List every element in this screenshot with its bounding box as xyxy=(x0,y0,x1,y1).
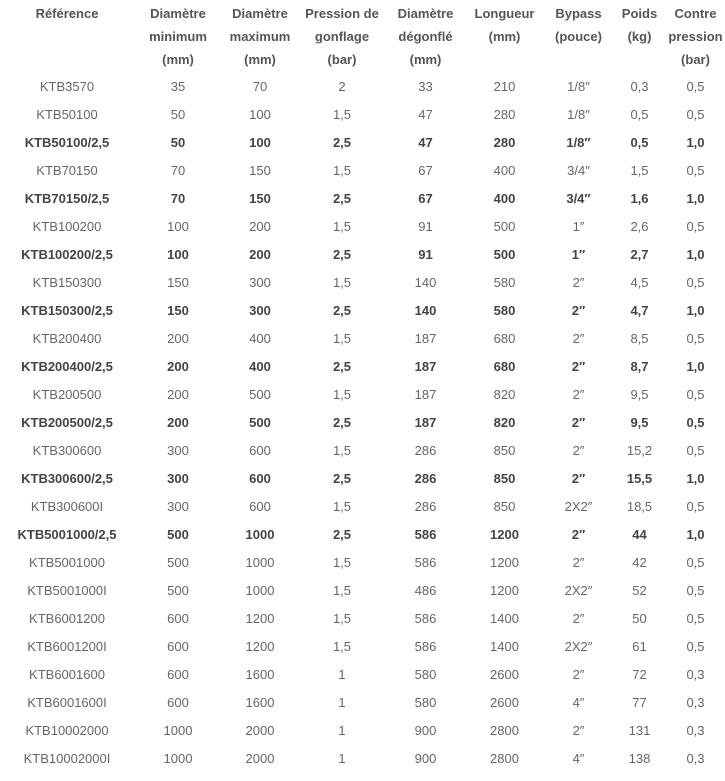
table-row xyxy=(0,296,725,324)
inflation-pressure-cell: 1,5 xyxy=(332,582,352,598)
length-cell: 1200 xyxy=(490,554,519,570)
reference-cell: KTB300600/2,5 xyxy=(21,470,113,486)
min-diameter-cell: 200 xyxy=(167,358,189,374)
reference-cell: KTB200400/2,5 xyxy=(21,358,113,374)
reference-cell: KTB100200/2,5 xyxy=(21,246,113,262)
max-diameter-cell: 150 xyxy=(249,190,271,206)
inflation-pressure-cell: 2,5 xyxy=(332,470,352,486)
reference-cell: KTB6001200I xyxy=(27,638,107,654)
reference-cell: KTB5001000I xyxy=(27,582,107,598)
length-cell: 280 xyxy=(493,134,516,150)
header-max-diameter: Diamètre maximum (mm) xyxy=(229,6,291,67)
table-row xyxy=(0,604,725,632)
length-cell: 2600 xyxy=(490,666,519,682)
inflation-pressure-cell: 2,5 xyxy=(332,526,352,542)
table-body xyxy=(0,72,725,772)
weight-cell: 9,5 xyxy=(630,386,649,402)
weight-cell: 15,5 xyxy=(626,470,653,486)
bypass-cell: 2″ xyxy=(571,526,586,542)
min-diameter-cell: 1000 xyxy=(163,722,193,738)
weight-cell: 50 xyxy=(632,610,647,626)
reference-cell: KTB6001600I xyxy=(27,694,107,710)
length-cell: 400 xyxy=(493,162,516,178)
max-diameter-cell: 300 xyxy=(249,302,271,318)
inflation-pressure-cell: 1 xyxy=(338,694,346,710)
inflation-pressure-cell: 1,5 xyxy=(332,442,352,458)
deflated-diameter-cell: 900 xyxy=(414,722,437,738)
weight-cell: 77 xyxy=(632,694,647,710)
deflated-diameter-cell: 67 xyxy=(418,190,433,206)
back-pressure-cell: 1,0 xyxy=(686,246,705,262)
inflation-pressure-cell: 1 xyxy=(338,722,346,738)
max-diameter-cell: 1200 xyxy=(245,638,275,654)
deflated-diameter-cell: 586 xyxy=(414,526,437,542)
length-cell: 2600 xyxy=(490,694,519,710)
max-diameter-cell: 500 xyxy=(249,414,271,430)
back-pressure-cell: 0,5 xyxy=(686,386,705,402)
weight-cell: 4,7 xyxy=(630,302,649,318)
min-diameter-cell: 100 xyxy=(167,246,189,262)
inflation-pressure-cell: 1,5 xyxy=(332,274,352,290)
deflated-diameter-cell: 91 xyxy=(418,218,433,234)
weight-cell: 8,5 xyxy=(630,330,649,346)
reference-cell: KTB200500/2,5 xyxy=(21,414,113,430)
max-diameter-cell: 100 xyxy=(249,106,271,122)
inflation-pressure-cell: 1,5 xyxy=(332,106,352,122)
max-diameter-cell: 600 xyxy=(249,470,271,486)
header-weight: Poids (kg) xyxy=(621,6,658,44)
weight-cell: 4,5 xyxy=(630,274,649,290)
bypass-cell: 2″ xyxy=(571,470,586,486)
bypass-cell: 2″ xyxy=(572,386,585,402)
deflated-diameter-cell: 140 xyxy=(414,274,437,290)
length-cell: 850 xyxy=(493,442,516,458)
bypass-cell: 2″ xyxy=(572,442,585,458)
table-row xyxy=(0,352,725,380)
table-row xyxy=(0,632,725,660)
back-pressure-cell: 0,5 xyxy=(686,414,705,430)
max-diameter-cell: 70 xyxy=(252,78,268,94)
bypass-cell: 2″ xyxy=(572,666,585,682)
inflation-pressure-cell: 1,5 xyxy=(332,330,352,346)
max-diameter-cell: 100 xyxy=(249,134,271,150)
weight-cell: 0,3 xyxy=(630,78,649,94)
length-cell: 820 xyxy=(493,386,516,402)
table-row xyxy=(0,716,725,744)
deflated-diameter-cell: 286 xyxy=(414,498,437,514)
reference-cell: KTB100200 xyxy=(32,218,102,234)
max-diameter-cell: 1000 xyxy=(245,582,275,598)
reference-cell: KTB10002000 xyxy=(25,722,109,738)
header-deflated-diameter: Diamètre dégonflé (mm) xyxy=(397,6,454,67)
header-row xyxy=(0,0,725,72)
back-pressure-cell: 0,3 xyxy=(686,694,705,710)
reference-cell: KTB150300 xyxy=(32,274,102,290)
deflated-diameter-cell: 67 xyxy=(418,162,433,178)
weight-cell: 72 xyxy=(632,666,647,682)
weight-cell: 15,2 xyxy=(626,442,653,458)
reference-cell: KTB10002000I xyxy=(23,750,111,766)
reference-cell: KTB200500 xyxy=(32,386,102,402)
length-cell: 1200 xyxy=(490,582,519,598)
min-diameter-cell: 300 xyxy=(167,442,189,458)
deflated-diameter-cell: 91 xyxy=(418,246,433,262)
deflated-diameter-cell: 586 xyxy=(414,638,437,654)
length-cell: 1200 xyxy=(490,526,519,542)
bypass-cell: 1/8″ xyxy=(567,78,590,94)
inflation-pressure-cell: 1,5 xyxy=(332,162,352,178)
header-reference: Référence xyxy=(35,6,99,21)
back-pressure-cell: 1,0 xyxy=(686,526,705,542)
inflation-pressure-cell: 2 xyxy=(338,78,346,94)
deflated-diameter-cell: 33 xyxy=(418,78,433,94)
weight-cell: 61 xyxy=(632,638,647,654)
inflation-pressure-cell: 2,5 xyxy=(332,190,352,206)
reference-cell: KTB70150/2,5 xyxy=(24,190,110,206)
min-diameter-cell: 600 xyxy=(167,666,189,682)
back-pressure-cell: 0,3 xyxy=(686,666,705,682)
deflated-diameter-cell: 187 xyxy=(414,386,437,402)
max-diameter-cell: 2000 xyxy=(245,722,275,738)
min-diameter-cell: 70 xyxy=(170,190,186,206)
inflation-pressure-cell: 2,5 xyxy=(332,302,352,318)
deflated-diameter-cell: 187 xyxy=(414,358,437,374)
table-row xyxy=(0,100,725,128)
reference-cell: KTB200400 xyxy=(32,330,102,346)
max-diameter-cell: 600 xyxy=(249,498,271,514)
bypass-cell: 2″ xyxy=(572,330,585,346)
weight-cell: 8,7 xyxy=(630,358,649,374)
max-diameter-cell: 1600 xyxy=(245,666,275,682)
length-cell: 2800 xyxy=(490,722,519,738)
bypass-cell: 2X2″ xyxy=(564,498,593,514)
header-min-diameter: Diamètre minimum (mm) xyxy=(149,6,207,67)
deflated-diameter-cell: 140 xyxy=(414,302,437,318)
min-diameter-cell: 600 xyxy=(167,610,189,626)
min-diameter-cell: 70 xyxy=(170,162,186,178)
length-cell: 820 xyxy=(493,414,516,430)
back-pressure-cell: 0,3 xyxy=(686,722,705,738)
back-pressure-cell: 0,5 xyxy=(686,554,705,570)
max-diameter-cell: 400 xyxy=(249,358,271,374)
table-row xyxy=(0,380,725,408)
max-diameter-cell: 1000 xyxy=(245,526,275,542)
reference-cell: KTB70150 xyxy=(36,162,98,178)
deflated-diameter-cell: 586 xyxy=(414,554,437,570)
min-diameter-cell: 300 xyxy=(167,498,189,514)
back-pressure-cell: 0,5 xyxy=(686,442,705,458)
table-row xyxy=(0,548,725,576)
bypass-cell: 1″ xyxy=(571,246,586,262)
back-pressure-cell: 0,5 xyxy=(686,78,705,94)
inflation-pressure-cell: 1,5 xyxy=(332,386,352,402)
min-diameter-cell: 1000 xyxy=(163,750,193,766)
min-diameter-cell: 500 xyxy=(167,582,189,598)
back-pressure-cell: 1,0 xyxy=(686,302,705,318)
bypass-cell: 1″ xyxy=(572,218,585,234)
length-cell: 1400 xyxy=(490,638,519,654)
table-row xyxy=(0,408,725,436)
table-row xyxy=(0,688,725,716)
table-row xyxy=(0,660,725,688)
back-pressure-cell: 0,5 xyxy=(686,106,705,122)
bypass-cell: 2″ xyxy=(572,274,585,290)
table-row xyxy=(0,240,725,268)
table-row xyxy=(0,72,725,100)
min-diameter-cell: 300 xyxy=(167,470,189,486)
weight-cell: 9,5 xyxy=(630,414,649,430)
length-cell: 580 xyxy=(493,274,516,290)
inflation-pressure-cell: 1,5 xyxy=(332,610,352,626)
min-diameter-cell: 600 xyxy=(167,694,189,710)
weight-cell: 2,6 xyxy=(630,218,649,234)
max-diameter-cell: 300 xyxy=(249,274,271,290)
bypass-cell: 1/8″ xyxy=(566,134,591,150)
deflated-diameter-cell: 580 xyxy=(414,666,437,682)
table-row xyxy=(0,576,725,604)
reference-cell: KTB50100/2,5 xyxy=(24,134,110,150)
min-diameter-cell: 150 xyxy=(167,302,189,318)
weight-cell: 1,6 xyxy=(630,190,649,206)
bypass-cell: 4″ xyxy=(572,750,585,766)
weight-cell: 18,5 xyxy=(626,498,653,514)
table-row xyxy=(0,744,725,772)
back-pressure-cell: 1,0 xyxy=(686,134,705,150)
bypass-cell: 2″ xyxy=(572,610,585,626)
back-pressure-cell: 1,0 xyxy=(686,470,705,486)
header-bypass: Bypass (pouce) xyxy=(555,6,602,44)
max-diameter-cell: 1200 xyxy=(245,610,275,626)
back-pressure-cell: 0,5 xyxy=(686,218,705,234)
bypass-cell: 1/8″ xyxy=(567,106,590,122)
inflation-pressure-cell: 2,5 xyxy=(332,134,352,150)
inflation-pressure-cell: 1,5 xyxy=(332,554,352,570)
max-diameter-cell: 200 xyxy=(249,218,271,234)
deflated-diameter-cell: 286 xyxy=(414,470,437,486)
deflated-diameter-cell: 286 xyxy=(414,442,437,458)
table-row xyxy=(0,436,725,464)
length-cell: 1400 xyxy=(490,610,519,626)
min-diameter-cell: 200 xyxy=(167,330,189,346)
max-diameter-cell: 1000 xyxy=(245,554,275,570)
weight-cell: 0,5 xyxy=(630,134,649,150)
table-row xyxy=(0,268,725,296)
bypass-cell: 2″ xyxy=(571,302,586,318)
min-diameter-cell: 50 xyxy=(170,134,186,150)
reference-cell: KTB6001600 xyxy=(29,666,105,682)
min-diameter-cell: 500 xyxy=(167,554,189,570)
back-pressure-cell: 0,3 xyxy=(686,750,705,766)
back-pressure-cell: 0,5 xyxy=(686,274,705,290)
inflation-pressure-cell: 1 xyxy=(338,750,346,766)
deflated-diameter-cell: 187 xyxy=(414,330,437,346)
inflation-pressure-cell: 2,5 xyxy=(332,414,352,430)
back-pressure-cell: 0,5 xyxy=(686,498,705,514)
weight-cell: 52 xyxy=(632,582,647,598)
reference-cell: KTB5001000 xyxy=(29,554,105,570)
back-pressure-cell: 0,5 xyxy=(686,610,705,626)
deflated-diameter-cell: 900 xyxy=(414,750,437,766)
reference-cell: KTB300600 xyxy=(32,442,102,458)
inflation-pressure-cell: 2,5 xyxy=(332,358,352,374)
deflated-diameter-cell: 47 xyxy=(418,134,433,150)
back-pressure-cell: 1,0 xyxy=(686,358,705,374)
max-diameter-cell: 200 xyxy=(249,246,271,262)
min-diameter-cell: 35 xyxy=(170,78,186,94)
length-cell: 500 xyxy=(493,246,516,262)
weight-cell: 42 xyxy=(632,554,647,570)
reference-cell: KTB5001000/2,5 xyxy=(17,526,117,542)
header-back-pressure: Contre pression (bar) xyxy=(668,6,723,67)
length-cell: 680 xyxy=(493,330,516,346)
max-diameter-cell: 500 xyxy=(249,386,271,402)
table-row xyxy=(0,156,725,184)
min-diameter-cell: 200 xyxy=(167,414,189,430)
table-row xyxy=(0,464,725,492)
inflation-pressure-cell: 1,5 xyxy=(332,638,352,654)
length-cell: 580 xyxy=(493,302,516,318)
table-row xyxy=(0,212,725,240)
deflated-diameter-cell: 486 xyxy=(414,582,437,598)
length-cell: 850 xyxy=(493,470,516,486)
weight-cell: 0,5 xyxy=(630,106,649,122)
bypass-cell: 2″ xyxy=(572,722,585,738)
deflated-diameter-cell: 580 xyxy=(414,694,437,710)
length-cell: 400 xyxy=(493,190,516,206)
min-diameter-cell: 500 xyxy=(167,526,189,542)
deflated-diameter-cell: 187 xyxy=(414,414,437,430)
header-inflation-pressure: Pression de gonflage (bar) xyxy=(305,6,379,67)
inflation-pressure-cell: 1,5 xyxy=(332,218,352,234)
max-diameter-cell: 150 xyxy=(249,162,271,178)
max-diameter-cell: 2000 xyxy=(245,750,275,766)
min-diameter-cell: 150 xyxy=(167,274,189,290)
weight-cell: 138 xyxy=(628,750,651,766)
length-cell: 680 xyxy=(493,358,516,374)
header-length: Longueur (mm) xyxy=(474,6,535,44)
bypass-cell: 4″ xyxy=(572,694,585,710)
max-diameter-cell: 600 xyxy=(249,442,271,458)
table-row xyxy=(0,128,725,156)
min-diameter-cell: 600 xyxy=(167,638,189,654)
length-cell: 210 xyxy=(493,78,516,94)
table-row xyxy=(0,184,725,212)
reference-cell: KTB6001200 xyxy=(29,610,105,626)
deflated-diameter-cell: 586 xyxy=(414,610,437,626)
bypass-cell: 3/4″ xyxy=(567,162,590,178)
min-diameter-cell: 50 xyxy=(170,106,186,122)
table-row xyxy=(0,492,725,520)
weight-cell: 2,7 xyxy=(630,246,649,262)
length-cell: 850 xyxy=(493,498,516,514)
length-cell: 500 xyxy=(493,218,516,234)
bypass-cell: 2X2″ xyxy=(564,638,593,654)
back-pressure-cell: 0,5 xyxy=(686,638,705,654)
deflated-diameter-cell: 47 xyxy=(418,106,433,122)
bypass-cell: 2″ xyxy=(572,554,585,570)
reference-cell: KTB3570 xyxy=(39,78,95,94)
length-cell: 280 xyxy=(493,106,516,122)
reference-cell: KTB300600I xyxy=(30,498,104,514)
reference-cell: KTB50100 xyxy=(36,106,98,122)
max-diameter-cell: 400 xyxy=(249,330,271,346)
table-row xyxy=(0,520,725,548)
inflation-pressure-cell: 2,5 xyxy=(332,246,352,262)
max-diameter-cell: 1600 xyxy=(245,694,275,710)
back-pressure-cell: 1,0 xyxy=(686,190,705,206)
inflation-pressure-cell: 1 xyxy=(338,666,346,682)
inflation-pressure-cell: 1,5 xyxy=(332,498,352,514)
bypass-cell: 2X2″ xyxy=(564,582,593,598)
min-diameter-cell: 200 xyxy=(167,386,189,402)
back-pressure-cell: 0,5 xyxy=(686,582,705,598)
weight-cell: 44 xyxy=(632,526,647,542)
bypass-cell: 2″ xyxy=(571,358,586,374)
back-pressure-cell: 0,5 xyxy=(686,330,705,346)
min-diameter-cell: 100 xyxy=(167,218,189,234)
weight-cell: 1,5 xyxy=(630,162,649,178)
table-row xyxy=(0,324,725,352)
reference-cell: KTB150300/2,5 xyxy=(21,302,113,318)
length-cell: 2800 xyxy=(490,750,519,766)
weight-cell: 131 xyxy=(628,722,651,738)
bypass-cell: 2″ xyxy=(571,414,586,430)
back-pressure-cell: 0,5 xyxy=(686,162,705,178)
bypass-cell: 3/4″ xyxy=(566,190,591,206)
